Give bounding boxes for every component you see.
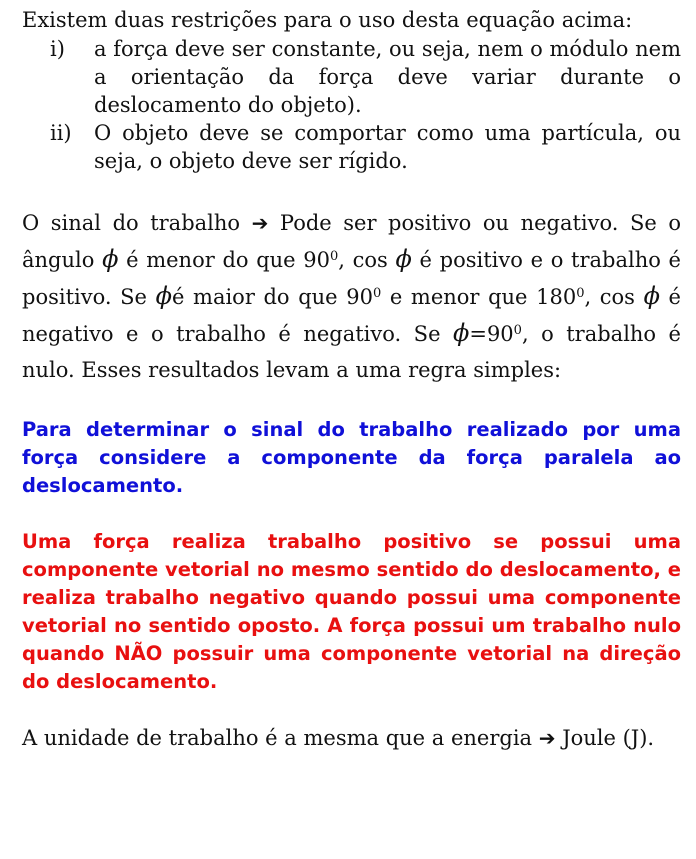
sign-text: e menor que 180 (381, 285, 577, 309)
restriction-item (22, 119, 681, 175)
restriction-text: O objeto deve se comportar como uma partícula, ou seja, o objeto deve ser rígido. (94, 121, 681, 173)
degree-superscript: 0 (330, 249, 339, 264)
phi-symbol: ϕ (643, 282, 660, 310)
document-page (22, 6, 681, 753)
phi-symbol: ϕ (155, 282, 172, 310)
sign-text: O sinal do trabalho (22, 211, 252, 235)
sign-text: =90 (469, 322, 514, 346)
unit-paragraph (22, 724, 681, 753)
sign-rule-red: Uma força realiza trabalho positivo se possui uma componente vetorial no mesmo sentido do deslocamento, e realiza trabalho negativo quando possui uma componente vetorial no sentido oposto. A força possui um trabalho nulo quando NÃO possuir uma componente vetorial na direção do deslocamento. (22, 530, 681, 693)
sign-paragraph (22, 205, 681, 388)
restrictions-list (22, 35, 681, 175)
right-arrow-icon: ➔ (538, 726, 556, 750)
right-arrow-icon: ➔ (251, 211, 269, 235)
sign-text: é positivo e o trabalho é positivo. Se (22, 248, 681, 309)
phi-symbol: ϕ (102, 245, 119, 273)
unit-joule: Joule (J). (555, 726, 655, 750)
sign-text: , o trabalho é nulo. Esses resultados levam a uma regra simples: (22, 322, 681, 382)
phi-symbol: ϕ (395, 245, 412, 273)
list-marker: i) (50, 37, 65, 61)
unit-text: A unidade de trabalho é a mesma que a energia (22, 726, 539, 750)
sign-text: , cos (338, 248, 396, 272)
sign-text: , cos (584, 285, 644, 309)
phi-symbol: ϕ (452, 319, 470, 347)
degree-superscript: 0 (513, 323, 522, 338)
degree-superscript: 0 (372, 286, 382, 301)
restriction-item (22, 35, 681, 119)
list-marker: ii) (50, 121, 72, 145)
sign-rule-blue: Para determinar o sinal do trabalho realizado por uma força considere a componente da força paralela ao deslocamento. (22, 418, 681, 497)
restriction-text: a força deve ser constante, ou seja, nem o módulo nem a orientação da força deve variar durante o deslocamento do objeto). (94, 37, 681, 117)
sign-text: é negativo e o trabalho é negativo. Se (22, 285, 681, 346)
sign-text: Pode ser positivo ou negativo. Se o ângulo (22, 211, 682, 272)
degree-superscript: 0 (576, 286, 585, 301)
sign-text: é menor do que 90 (118, 248, 331, 272)
intro-paragraph: Existem duas restrições para o uso desta equação acima: (22, 8, 633, 32)
sign-text: é maior do que 90 (171, 285, 373, 309)
